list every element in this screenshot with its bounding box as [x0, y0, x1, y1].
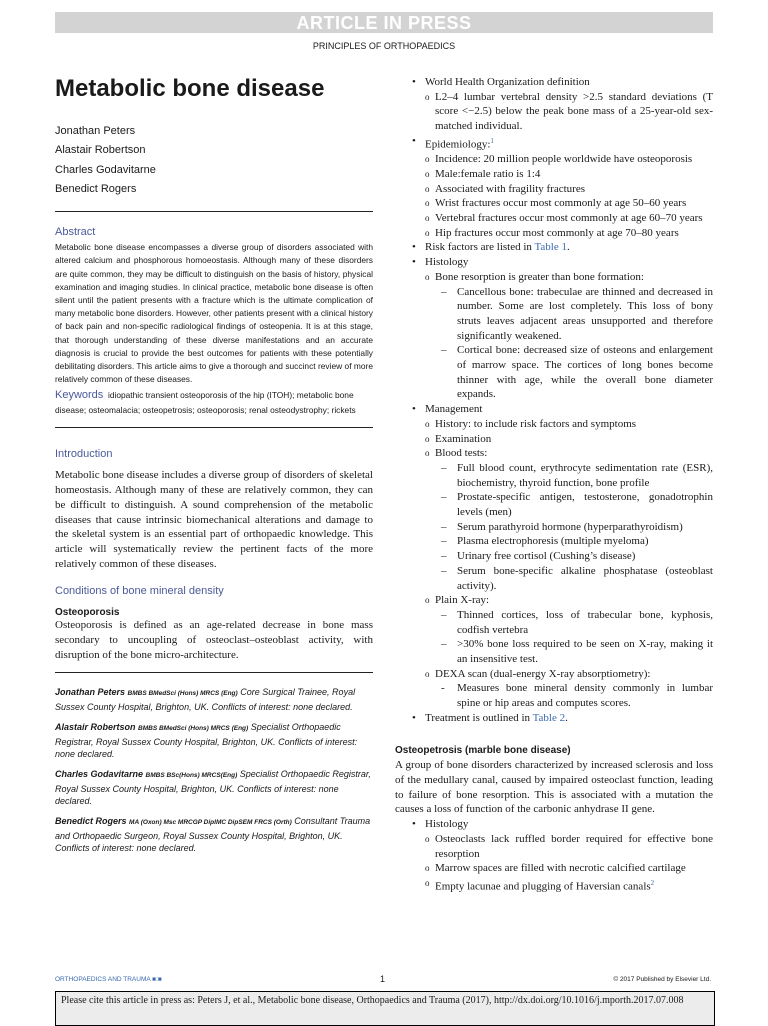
list-item: • Management	[412, 403, 483, 416]
list-item: – Serum parathyroid hormone (hyperparathyroidism)	[441, 520, 683, 533]
list-item: o Empty lacunae and plugging of Haversian canals$^2$	[425, 877, 655, 893]
abstract-text: Metabolic bone disease encompasses a diverse group of disorders associated with altered calcium and phosphorous homoeostasis. Although many of these disorders are quite common, they may be difficult to distinguish on the basis of history, physical examination and imaging studies. In clinical practice, metabolic bone disease is often silent until the patient presents with a fracture which is the ultimate complication of many metabolic bone disorders. However, other patients present with a clinical history of back pain and non-specific radiological findings of osteopenia. It is at this stage, that thorough understanding of these diverse manifestations and an accurate diagnosis is crucial to provide the best outcomes for patients with these potentially debilitating disorders. This article aims to give a thorough and succinct review of more relatively common of these diseases.	[55, 242, 373, 385]
conditions-heading: Conditions of bone mineral density	[55, 585, 224, 598]
list-item: • Histology	[412, 818, 469, 831]
list-item: o Osteoclasts lack ruffled border required for effective bone resorption	[425, 832, 713, 860]
author-name: Jonathan Peters	[55, 125, 136, 137]
abstract-heading: Abstract	[55, 226, 96, 239]
list-item: – >30% bone loss required to be seen on X-ray, making it an insensitive test.	[441, 638, 713, 666]
list-item: – Serum bone-specific alkaline phosphatase (osteoblast activity).	[441, 564, 713, 592]
author-name: Charles Godavitarne	[55, 163, 156, 176]
reference-link[interactable]: 2	[650, 878, 655, 887]
list-item: – Urinary free cortisol (Cushing’s disease)	[441, 550, 636, 563]
list-item: • World Health Organization definition	[412, 76, 590, 88]
list-item: – Full blood count, erythrocyte sedimentation rate (ESR), biochemistry, thyroid function, bone profile	[441, 461, 713, 489]
osteopetrosis-text: A group of bone disorders characterized by increased sclerosis and loss of the medullary canal, caused by impaired osteoclast function, leading to failure of bone resorption. This is associated with a mutation the causes a loss of function of the carbonic anhydrase II gene.	[395, 759, 713, 816]
affiliation: Alastair Robertson BMBS BMedSci (Hons) MRCS (Eng) Specialist Orthopaedic Registrar, Royal Sussex County Hospital, Brighton, UK. Conflicts of interest: none declared.	[55, 721, 358, 760]
journal-footer: ORTHOPAEDICS AND TRAUMA ■:■	[55, 976, 162, 983]
table-2-link[interactable]: Table 2	[532, 711, 566, 724]
keywords-label: Keywords	[55, 389, 104, 402]
keywords-text: idiopathic transient osteoporosis of the hip (ITOH); metabolic bone disease; osteomalacia; osteopetrosis; osteoporosis; renal osteodystrophy; rickets	[55, 390, 356, 416]
left-column	[55, 70, 373, 862]
list-item: – Thinned cortices, loss of trabecular bone, kyphosis, codfish vertebra	[441, 608, 713, 636]
keywords	[55, 388, 373, 418]
osteoporosis-heading: Osteoporosis	[55, 607, 120, 619]
list-item: o Marrow spaces are filled with necrotic calcified cartilage	[425, 862, 686, 875]
author-name: Alastair Robertson	[55, 144, 146, 157]
list-item: o Blood tests:	[425, 447, 488, 460]
osteopetrosis-heading: Osteopetrosis (marble bone disease)	[395, 744, 571, 756]
reference-link[interactable]: 1	[490, 136, 494, 145]
list-item: o Incidence: 20 million people worldwide have osteoporosis	[425, 153, 693, 166]
author-list	[55, 122, 373, 199]
list-item: o Plain X-ray:	[425, 594, 490, 607]
list-item: o Hip fractures occur most commonly at age 70–80 years	[425, 226, 679, 239]
list-item: o Associated with fragility fractures	[425, 182, 585, 195]
affiliation: Charles Godavitarne BMBS BSc(Hons) MRCS(Eng) Specialist Orthopaedic Registrar, Royal Sussex County Hospital, Brighton, UK. Conflicts of interest: none declared.	[55, 768, 371, 807]
list-item: – Plasma electrophoresis (multiple myeloma)	[441, 535, 649, 548]
list-item: o L2–4 lumbar vertebral density >2.5 standard deviations (T score <−2.5) below the peak bone mass of a 25-year-old sex-matched individual.	[425, 90, 713, 133]
introduction-heading: Introduction	[55, 448, 113, 461]
list-item: o History: to include risk factors and symptoms	[425, 417, 637, 430]
list-item: – Prostate-specific antigen, testosterone, gonadotrophin levels (men)	[441, 491, 713, 519]
list-item: • Treatment is outlined in Table 2.	[412, 711, 568, 724]
right-column	[395, 75, 713, 894]
copyright: © 2017 Published by Elsevier Ltd.	[613, 976, 711, 983]
list-item: • Histology	[412, 256, 469, 269]
author-name: Benedict Rogers	[55, 182, 137, 195]
list-item: – Cortical bone: decreased size of osteons and enlargement of marrow space. The cortices of long bones become thinner with age, while the overall bone diameter expands.	[441, 344, 713, 401]
list-item: - Measures bone mineral density commonly in lumbar spine or hip areas and computes scores.	[441, 682, 713, 710]
list-item: o Wrist fractures occur most commonly at age 50–60 years	[425, 197, 687, 210]
list-item: o Examination	[425, 432, 492, 445]
table-1-link[interactable]: Table 1	[534, 241, 567, 254]
introduction-text: Metabolic bone disease includes a diverse group of disorders of skeletal homeostasis. Although many of these are relatively common, they can be difficult to distinguish. A sound comprehension of the metabolic diseases that cause intrinsic biomechanical alterations and damage to the skeletal system is an essential part of orthopaedic knowledge. This article will systematically review the pertinent facts of the more relatively common of these diseases.	[55, 469, 373, 570]
page-number: 1	[380, 974, 386, 984]
list-item: o Bone resorption is greater than bone formation:	[425, 270, 644, 283]
affiliations	[55, 686, 373, 855]
article-title: Metabolic bone disease	[55, 75, 325, 102]
list-item: o Male:female ratio is 1:4	[425, 167, 541, 180]
list-item: o Vertebral fractures occur most commonly at age 60–70 years	[425, 211, 703, 224]
list-item: o DEXA scan (dual-energy X-ray absorptiometry):	[425, 667, 651, 680]
citation-box: Please cite this article in press as: Peters J, et al., Metabolic bone disease, Orthopaedics and Trauma (2017), http://dx.doi.org/10.1016/j.mporth.2017.07.008	[55, 991, 715, 1026]
osteoporosis-text: Osteoporosis is defined as an age-related decrease in bone mass secondary to uncoupling of osteoclast–osteoblast activity, with disruption of the bone micro-architecture.	[55, 619, 373, 661]
article-in-press-banner: ARTICLE IN PRESS	[55, 12, 713, 33]
affiliation: Benedict Rogers MA (Oxon) Msc MRCGP DipIMC DipSEM FRCS (Orth) Consultant Trauma and Orthopaedic Surgeon, Royal Sussex County Hospital, Brighton, UK. Conflicts of interest: none declared.	[55, 816, 371, 854]
section-label: PRINCIPLES OF ORTHOPAEDICS	[312, 41, 456, 51]
list-item: • Epidemiology:$^1$	[412, 134, 494, 151]
affiliation: Jonathan Peters BMBS BMedSci (Hons) MRCS (Eng) Core Surgical Trainee, Royal Sussex County Hospital, Brighton, UK. Conflicts of interest: none declared.	[55, 687, 356, 713]
list-item: – Cancellous bone: trabeculae are thinned and decreased in number. Some are lost completely. This loss of bony struts leaves adjacent areas unsupported and therefore significantly weakened.	[441, 285, 713, 342]
list-item: • Risk factors are listed in Table 1.	[412, 241, 570, 254]
